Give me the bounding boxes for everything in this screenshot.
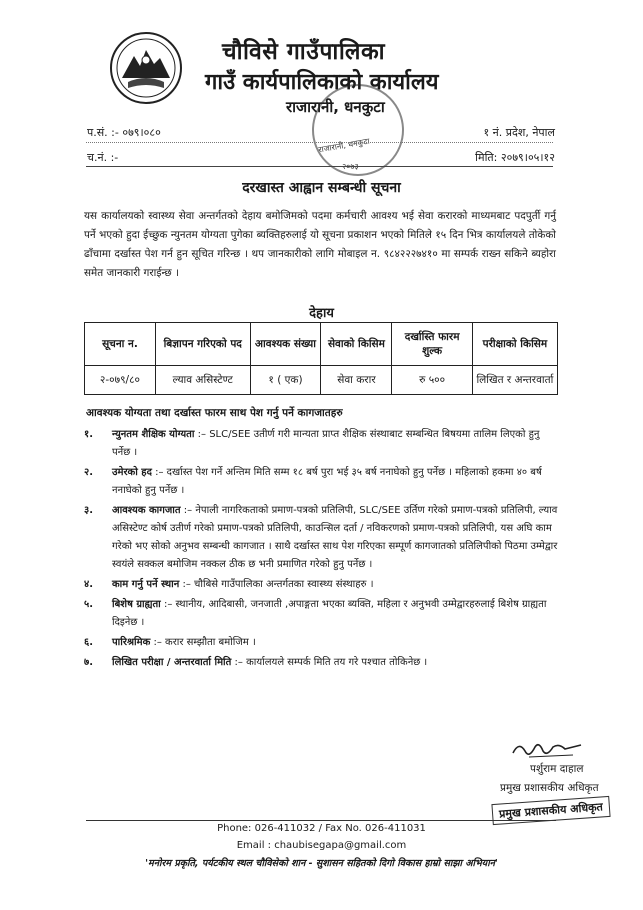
list-item xyxy=(84,426,558,462)
province-label: १ नं. प्रदेश, नेपाल xyxy=(483,126,555,139)
item-number: ५. xyxy=(84,599,93,610)
footer-email: Email : chaubisegapa@gmail.com xyxy=(236,840,407,851)
item-text: :– करार सम्झौता बमोजिम । xyxy=(150,637,256,648)
list-item xyxy=(84,654,558,672)
stamp-text: राजारानी, धनकुटा xyxy=(317,136,371,155)
table-header-row xyxy=(85,323,558,366)
government-emblem-icon xyxy=(108,30,184,106)
column-header: परीक्षाको किसिम xyxy=(472,323,557,366)
table-cell: ल्याव असिस्टेण्ट xyxy=(155,366,250,395)
item-label: लिखित परीक्षा / अन्तरवार्ता मिति xyxy=(112,657,232,668)
column-header: आवश्यक संख्या xyxy=(250,323,321,366)
column-header: दर्खास्ति फारम शुल्क xyxy=(392,323,472,366)
item-text: :– कार्यालयले सम्पर्क मिति तय गरे पश्चात तोकिनेछ । xyxy=(231,657,428,668)
item-number: ४. xyxy=(84,579,93,590)
item-text: :– स्थानीय, आदिबासी, जनजाती ,अपाङ्गता भएका ब्यक्ति, महिला र अनुभवी उम्मेद्वारहरुलाई बिशेष ग्राह्यता दिइनेछ । xyxy=(112,599,547,628)
item-label: बिशेष ग्राह्यता xyxy=(112,599,161,610)
column-header: बिज्ञापन गरिएको पद xyxy=(155,323,250,366)
item-text: :– दर्खास्त पेश गर्ने अन्तिम मिति सम्म १८ बर्ष पुरा भई ३५ बर्ष ननाघेको हुनु पर्नेछ । महिलाको हकमा ४० बर्ष ननाघेको हुनु पर्नेछ । xyxy=(112,467,542,496)
column-header: सूचना न. xyxy=(85,323,156,366)
list-item xyxy=(84,576,558,594)
office-location: राजारानी, धनकुटा xyxy=(286,98,385,116)
list-item xyxy=(84,596,558,632)
item-number: १. xyxy=(84,429,93,440)
list-item xyxy=(84,464,558,500)
signer-stamp: प्रमुख प्रशासकीय अधिकृत xyxy=(491,796,610,825)
item-number: ६. xyxy=(84,637,93,648)
item-text: :– नेपाली नागरिकताको प्रमाण-पत्रको प्रतिलिपी, SLC/SEE उर्तिण गरेको प्रमाण-पत्रको प्रतिलिपी, ल्याव असिस्टेण्ट कोर्ष उतीर्ण गरेको प्रमाण-पत्रको प्रतिलिपी, काउन्सिल दर्ता / नविकरणको प्रमाण-पत्रको प्रतिलिपी, यस अघि काम गरेको भए सोको अनुभव सम्बन्धी कागजात । साथै दर्खास्त साथ पेश गरिएका सम्पूर्ण कागजातको प्रतिलिपीको पिठमा उम्मेद्वार स्वयंले सक्कल बमोजिम नक्कल ठीक छ भनी प्रमाणित गरेको हुनु पर्नेछ । xyxy=(112,505,558,570)
signer-title: प्रमुख प्रशासकीय अधिकृत xyxy=(500,782,599,794)
table-cell: रु ५०० xyxy=(392,366,472,395)
item-label: न्युनतम शैक्षिक योग्यता xyxy=(112,429,195,440)
item-text: :– SLC/SEE उतीर्ण गरी मान्यता प्राप्त शैक्षिक संस्थाबाट सम्बन्धित बिषयमा तालिम लिएको हुनु पर्नेछ । xyxy=(112,429,540,458)
footer-slogan: 'मनोरम प्रकृति, पर्यटकीय स्थल चौविसेको शान - सुशासन सहितको दिगो विकास हाम्रो साझा अभियान' xyxy=(145,858,498,869)
office-name: गाउँ कार्यपालिकाको कार्यालय xyxy=(205,70,439,95)
vacancy-table xyxy=(84,322,558,395)
table-caption: देहाय xyxy=(309,306,334,321)
table-cell: लिखित र अन्तरवार्ता xyxy=(472,366,557,395)
chalani-number: च.नं. :- xyxy=(87,151,119,164)
header-divider-dotted xyxy=(86,142,553,143)
patra-sankhya: प.सं. :- ०७९।०८० xyxy=(87,126,161,139)
item-label: उमेरको हद xyxy=(112,467,152,478)
table-cell: २-०७९/८० xyxy=(85,366,156,395)
requirements-list xyxy=(84,426,558,674)
table-cell: सेवा करार xyxy=(321,366,392,395)
column-header: सेवाको किसिम xyxy=(321,323,392,366)
footer-phone: Phone: 026-411032 / Fax No. 026-411031 xyxy=(217,823,426,834)
handwritten-signature xyxy=(509,735,589,765)
item-label: आवश्यक कागजात xyxy=(112,505,181,516)
notice-body: यस कार्यालयको स्वास्थ्य सेवा अन्तर्गतको देहाय बमोजिमको पदमा कर्मचारी आवश्य भई सेवा करारको माध्यमबाट पदपुर्ती गर्नु पर्ने भएको हुदा ईच्छुक न्युनतम योग्यता पुगेका ब्यक्तिहरुलाई यो सूचना प्रकाशन भएको मितिले १५ दिन भित्र कार्यालयले तोकेको ढाँचामा दर्खास्त पेश गर्न हुन सूचित गरिन्छ । थप जानकारीको लागि मोबाइल न. ९८४२२२७४१० मा सम्पर्क राख्न सकिने ब्यहोरा समेत जानकारी गराईन्छ । xyxy=(84,210,556,279)
signer-name: पर्शुराम दाहाल xyxy=(530,763,584,775)
table-cell: १ ( एक) xyxy=(250,366,321,395)
table-row xyxy=(85,366,558,395)
item-text: :– चौबिसे गाउँपालिका अन्तर्गतका स्वास्थ्य संस्थाहरु । xyxy=(179,579,374,590)
item-number: ३. xyxy=(84,505,93,516)
stamp-year: २०७३ xyxy=(342,162,359,171)
header-divider xyxy=(86,166,553,167)
footer-divider xyxy=(86,820,556,821)
notice-date: मिति: २०७९।०५।१२ xyxy=(475,151,555,164)
item-label: काम गर्नु पर्ने स्थान xyxy=(112,579,180,590)
notice-title: दरखास्त आह्वान सम्बन्धी सूचना xyxy=(242,180,401,196)
requirements-heading: आवश्यक योग्यता तथा दर्खास्त फारम साथ पेश गर्नु पर्ने कागजातहरु xyxy=(86,407,343,419)
item-number: २. xyxy=(84,467,93,478)
municipality-name: चौविसे गाउँपालिका xyxy=(222,39,386,65)
item-label: पारिश्रमिक xyxy=(112,637,151,648)
item-number: ७. xyxy=(84,657,93,668)
list-item xyxy=(84,634,558,652)
list-item xyxy=(84,502,558,574)
